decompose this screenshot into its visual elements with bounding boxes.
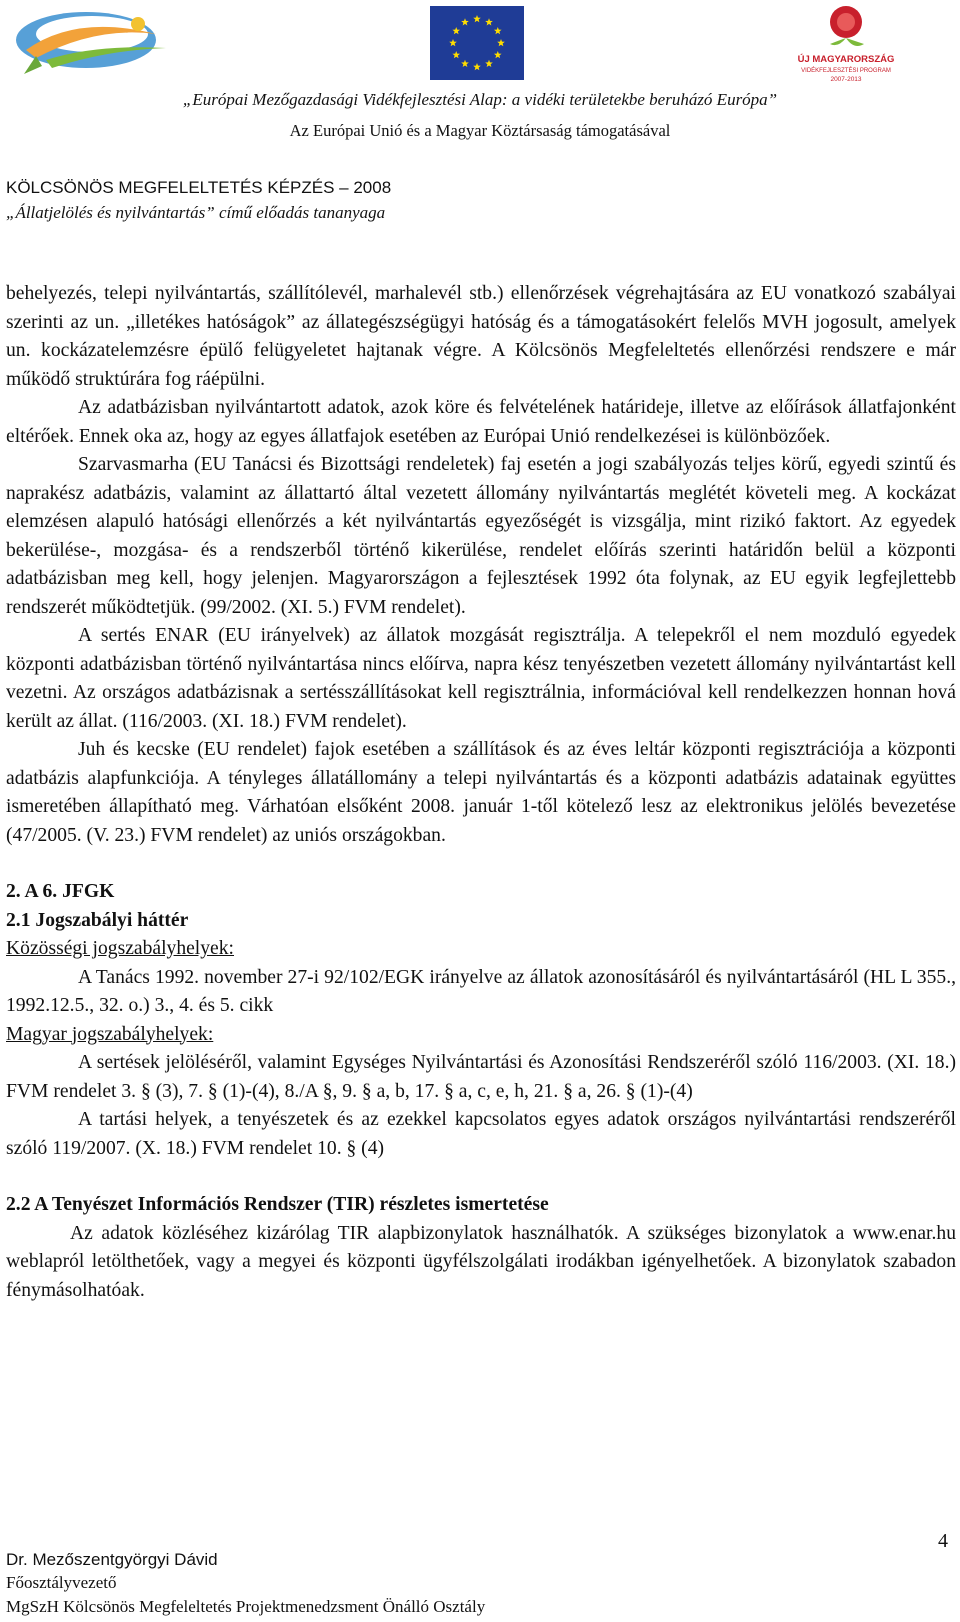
paragraph: A sertés ENAR (EU irányelvek) az állatok mozgását regisztrálja. A telepekről el nem mozduló egyedek központi adatbázisban történő nyilvántartása nincs előírva, napra kész tenyészetben vezetett állomány nyilvántartást kell vezetni. Az országos adatbázisnak a sertésszállításokat kell regisztrálnia, információval kell rendelkezzen honnan hová került az állat. (116/2003. (XI. 18.) FVM rendelet). [6, 625, 956, 732]
course-title: KÖLCSÖNÖS MEGFELELTETÉS KÉPZÉS – 2008 [6, 178, 392, 197]
footer-org: MgSzH Kölcsönös Megfeleltetés Projektmenedzsment Önálló Osztály [6, 1597, 486, 1616]
footer-role: Főosztályvezető [6, 1573, 117, 1592]
leader-program-logo [6, 4, 186, 84]
section-heading: 2. A 6. JFGK [6, 881, 115, 902]
support-line: Az Európai Unió és a Magyar Köztársaság támogatásával [289, 121, 671, 140]
svg-text:2007-2013: 2007-2013 [830, 76, 862, 83]
course-subtitle: „Állatjelölés és nyilvántartás” című előadás tananyaga [6, 203, 386, 222]
paragraph: A sertések jelöléséről, valamint Egységes Nyilvántartási és Azonosítási Rendszeréről szóló 116/2003. (XI. 18.) FVM rendelet 3. § (3), 7. § (1)-(4), 8./A §, 9. § a, b, 17. § a, c, e, h, 21. § a, 26. § (1)-(4) [6, 1052, 956, 1102]
svg-text:VIDÉKFEJLESZTÉSI PROGRAM: VIDÉKFEJLESZTÉSI PROGRAM [801, 68, 891, 74]
paragraph: Szarvasmarha (EU Tanácsi és Bizottsági rendeletek) faj esetén a jogi szabályozás teljes körű, egyedi szintű és naprakész adatbázis, valamint az állattartó által vezetett állomány nyilvántartás meglétét követeli meg. A kockázat elemzésen alapuló hatósági ellenőrzés a két nyilvántartás egyezőségét is vizsgálja, mint rizikó faktort. Az egyedek bekerülése-, mozgása- és a rendszerből történő kikerülése, rendelet előírás szerinti határidőn belül a központi adatbázisban meg kell, hogy jelenjen. Magyarországon a fejlesztések 1992 óta folynak, az EU egyik legfejlettebb rendszerét működtetjük. (99/2002. (XI. 5.) FVM rendelet). [6, 454, 956, 618]
svg-text:ÚJ MAGYARORSZÁG: ÚJ MAGYARORSZÁG [797, 54, 895, 65]
underlined-label: Magyar jogszabályhelyek: [6, 1023, 214, 1045]
header-logos [0, 0, 960, 92]
document-body [6, 280, 956, 1305]
fund-line: „Európai Mezőgazdasági Vidékfejlesztési Alap: a vidéki területekbe beruházó Európa” [182, 90, 778, 109]
paragraph: A Tanács 1992. november 27-i 92/102/EGK irányelve az állatok azonosításáról és nyilvántartásáról (HL L 355., 1992.12.5., 32. o.) 3., 4. és 5. cikk [6, 966, 956, 1016]
footer-author: Dr. Mezőszentgyörgyi Dávid [6, 1550, 218, 1569]
subsection-heading: 2.1 Jogszabályi háttér [6, 909, 189, 931]
paragraph: Az adatok közléséhez kizárólag TIR alapbizonylatok használhatók. A szükséges bizonylatok a www.enar.hu weblapról letölthetőek, vagy a megyei és központi ügyfélszolgálati irodákban igényelhetőek. A bizonylatok szabadon fénymásolhatóak. [6, 1222, 956, 1301]
uj-magyarorszag-logo [790, 0, 910, 90]
paragraph: Az adatbázisban nyilvántartott adatok, azok köre és felvételének határideje, illetve az előírások állatfajonként eltérőek. Ennek oka az, hogy az egyes állatfajok esetében az Európai Unió rendelkezései is különbözőek. [6, 397, 956, 447]
eu-flag-icon [430, 6, 524, 80]
underlined-label: Közösségi jogszabályhelyek: [6, 938, 234, 959]
paragraph: A tartási helyek, a tenyészetek és az ezekkel kapcsolatos egyes adatok országos nyilvántartási rendszeréről szóló 119/2007. (X. 18.) FVM rendelet 10. § (4) [6, 1109, 956, 1159]
page-number: 4 [938, 1530, 948, 1552]
paragraph: behelyezés, telepi nyilvántartás, szállítólevél, marhalevél stb.) ellenőrzések végrehajtására az EU vonatkozó szabályai szerinti az un. „illetékes hatóságok” az állategészségügyi hatóság és a támogatásokért felelős MVH jogosult, amelyek un. kockázatelemzésre épülő felügyeletet hajtanak végre. A Kölcsönös Megfeleltetés ellenőrzési rendszere e már működő struktúrára fog ráépülni. [6, 283, 956, 390]
paragraph: Juh és kecske (EU rendelet) fajok esetében a szállítások és az éves leltár központi regisztrációja a központi adatbázis alapfunkciója. A tényleges állatállomány a telepi nyilvántartás és a központi adatbázis adatainak együttes ismeretében állapítható meg. Várhatóan elsőként 2008. január 1-től kötelező lesz az elektronikus jelölés bevezetése (47/2005. (V. 23.) FVM rendelet) az uniós országokban. [6, 739, 956, 846]
subsection-heading: 2.2 A Tenyészet Információs Rendszer (TIR) részletes ismertetése [6, 1194, 549, 1215]
